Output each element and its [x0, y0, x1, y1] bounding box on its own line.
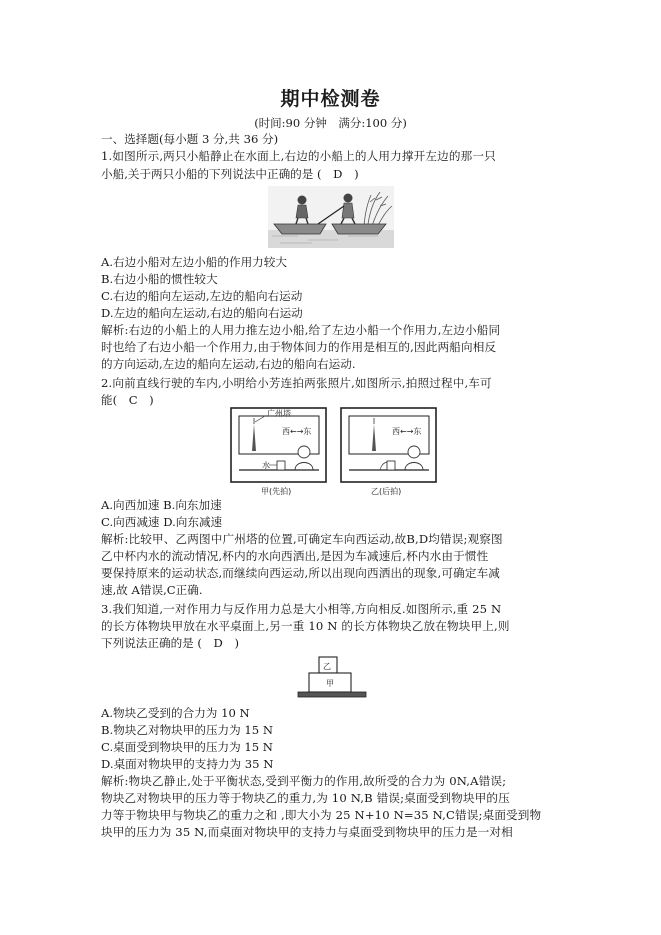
- q1-option-d: D.左边的船向左运动,右边的船向右运动: [101, 306, 303, 320]
- q1-stem-line2: 小船,关于两只小船的下列说法中正确的是 ( D ): [101, 167, 359, 181]
- q3-explanation-line1: 解析:物块乙静止,处于平衡状态,受到平衡力的作用,故所受的合力为 0N,A错误;: [101, 774, 507, 788]
- caption-left: 甲(先拍): [261, 487, 292, 496]
- q2-panel-left: [231, 408, 326, 496]
- section-heading: 一、选择题(每小题 3 分,共 36 分): [101, 132, 279, 146]
- caption-right: 乙(后拍): [371, 487, 402, 496]
- q3-blocks-figure: [296, 656, 368, 700]
- q2-stem-line2: 能( C ): [101, 393, 154, 407]
- q1-option-a: A.右边小船对左边小船的作用力较大: [101, 255, 287, 269]
- lower-block-label: 甲: [326, 679, 334, 688]
- q3-explanation-line2: 物块乙对物块甲的压力等于物块乙的重力,为 10 N,B 错误;桌面受到物块甲的压: [101, 791, 510, 805]
- tower-label: 广州塔: [267, 409, 291, 418]
- q1-option-b: B.右边小船的惯性较大: [101, 272, 218, 286]
- water-label: 水: [262, 461, 270, 470]
- q2-stem-line1: 2.向前直线行驶的车内,小明给小芳连拍两张照片,如图所示,拍照过程中,车可: [101, 376, 492, 390]
- q1-stem-line1: 1.如图所示,两只小船静止在水面上,右边的小船上的人用力撑开左边的那一只: [101, 149, 496, 163]
- q3-stem-line2: 的长方体物块甲放在水平桌面上,另一重 10 N 的长方体物块乙放在物块甲上,则: [101, 619, 510, 633]
- direction-label-left: 西←→东: [282, 427, 312, 436]
- upper-block-label: 乙: [323, 662, 331, 671]
- q3-option-c: C.桌面受到物块甲的压力为 15 N: [101, 740, 273, 754]
- q3-stem-line3: 下列说法正确的是 ( D ): [101, 636, 239, 650]
- q1-explanation-line1: 解析:右边的小船上的人用力推左边小船,给了左边小船一个作用力,左边小船同: [101, 323, 501, 337]
- q2-options-cd: C.向西减速 D.向东减速: [101, 515, 223, 529]
- q2-explanation-line2: 乙中杯内水的流动情况,杯内的水向西洒出,是因为车减速后,杯内水由于惯性: [101, 549, 489, 563]
- q2-options-ab: A.向西加速 B.向东加速: [101, 498, 222, 512]
- q2-explanation-line3: 要保持原来的运动状态,而继续向西运动,所以出现向西洒出的现象,可确定车减: [101, 566, 501, 580]
- q3-stem-line1: 3.我们知道,一对作用力与反作用力总是大小相等,方向相反.如图所示,重 25 N: [101, 602, 502, 616]
- q2-panel-right: [341, 408, 436, 496]
- q1-boats-figure: [268, 186, 394, 248]
- q1-option-c: C.右边的船向左运动,左边的船向右运动: [101, 289, 303, 303]
- q2-car-figure: [229, 406, 437, 496]
- q3-option-a: A.物块乙受到的合力为 10 N: [101, 706, 250, 720]
- page-title: 期中检测卷: [280, 88, 381, 110]
- exam-info: (时间:90 分钟 满分:100 分): [254, 116, 407, 130]
- q1-explanation-line2: 时也给了右边小船一个作用力,由于物体间力的作用是相互的,因此两船向相反: [101, 340, 497, 354]
- q2-explanation-line1: 解析:比较甲、乙两图中广州塔的位置,可确定车向西运动,故B,D均错误;观察图: [101, 532, 503, 546]
- q3-explanation-line4: 块甲的压力为 35 N,而桌面对物块甲的支持力与桌面受到物块甲的压力是一对相: [101, 825, 513, 839]
- q3-option-b: B.物块乙对物块甲的压力为 15 N: [101, 723, 274, 737]
- q2-explanation-line4: 速,故 A错误,C正确.: [101, 583, 203, 597]
- q1-explanation-line3: 的方向运动,左边的船向左运动,右边的船向右运动.: [101, 357, 356, 371]
- q3-option-d: D.桌面对物块甲的支持力为 35 N: [101, 757, 274, 771]
- q3-explanation-line3: 力等于物块甲与物块乙的重力之和 ,即大小为 25 N+10 N=35 N,C错误;桌面受到物: [101, 808, 542, 822]
- direction-label-right: 西←→东: [392, 427, 422, 436]
